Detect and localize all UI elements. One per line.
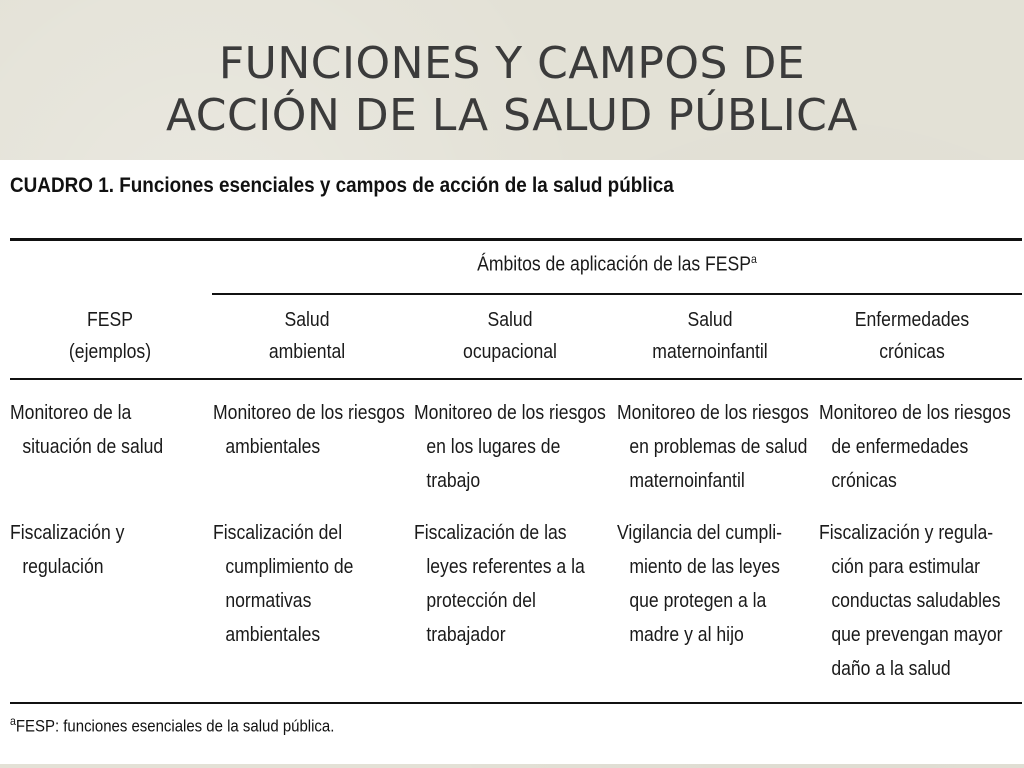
cell-line: normativas <box>225 590 312 612</box>
cell-line: Monitoreo de los riesgos <box>617 402 809 424</box>
table-cell-row1-col3 <box>414 396 606 498</box>
table-footnote <box>10 714 334 737</box>
column-header-line: maternoinfantil <box>652 341 768 363</box>
cell-line: Monitoreo de los riesgos <box>213 402 405 424</box>
cell-line: ción para estimular <box>831 556 981 578</box>
column-header-fesp <box>22 304 198 368</box>
cell-line: miento de las leyes <box>629 556 780 578</box>
column-header-salud-maternoinfantil <box>624 304 796 368</box>
column-header-line: Salud <box>284 309 330 331</box>
table-image <box>0 160 1024 764</box>
table-cell-row2-col2 <box>213 516 353 652</box>
cell-line: Fiscalización y regula- <box>819 522 994 544</box>
column-header-line: Enfermedades <box>854 309 970 331</box>
table-rule-head <box>10 378 1022 380</box>
table-cell-row2-col4 <box>617 516 782 652</box>
cell-line: maternoinfantil <box>629 470 745 492</box>
table-rule-bottom <box>10 702 1022 704</box>
cell-line: de enfermedades <box>831 436 969 458</box>
cell-line: Fiscalización de las <box>414 522 567 544</box>
cell-line: en los lugares de <box>426 436 561 458</box>
column-header-line: crónicas <box>879 341 945 363</box>
column-header-line: (ejemplos) <box>68 341 152 363</box>
span-header-text: Ámbitos de aplicación de las FESP <box>477 253 752 276</box>
cell-line: daño a la salud <box>831 658 951 680</box>
cell-line: que prevengan mayor <box>831 624 1003 646</box>
slide-title-line-1: FUNCIONES Y CAMPOS DE <box>218 38 806 89</box>
cell-line: conductas saludables <box>831 590 1001 612</box>
table-cell-row1-col5 <box>819 396 1011 498</box>
cell-line: Monitoreo de los riesgos <box>414 402 606 424</box>
column-header-line: FESP <box>87 309 133 331</box>
cell-line: Fiscalización del <box>213 522 343 544</box>
span-header-sup: a <box>751 252 757 266</box>
table-caption: CUADRO 1. Funciones esenciales y campos de acción de la salud pública <box>10 174 674 197</box>
footnote-sup: a <box>10 714 16 728</box>
column-header-line: ambiental <box>268 341 346 363</box>
cell-line: protección del <box>426 590 536 612</box>
column-header-enfermedades-cronicas <box>824 304 1000 368</box>
cell-line: Monitoreo de la <box>10 402 132 424</box>
table-rule-span <box>212 293 1022 295</box>
table-rule-top <box>10 238 1022 241</box>
cell-line: cumplimiento de <box>225 556 354 578</box>
table-cell-row2-col1 <box>10 516 124 584</box>
table-cell-row2-col5 <box>819 516 1003 686</box>
slide-title-line-2: ACCIÓN DE LA SALUD PÚBLICA <box>165 90 859 141</box>
table-cell-row2-col3 <box>414 516 585 652</box>
cell-line: madre y al hijo <box>629 624 744 646</box>
cell-line: Monitoreo de los riesgos <box>819 402 1011 424</box>
slide-title <box>0 38 1024 142</box>
column-header-line: Salud <box>487 309 533 331</box>
table-cell-row1-col2 <box>213 396 405 464</box>
cell-line: ambientales <box>225 436 321 458</box>
cell-line: ambientales <box>225 624 321 646</box>
cell-line: regulación <box>22 556 104 578</box>
span-header <box>261 252 974 277</box>
column-header-salud-ambiental <box>223 304 390 368</box>
cell-line: Vigilancia del cumpli- <box>617 522 782 544</box>
cell-line: situación de salud <box>22 436 164 458</box>
cell-line: crónicas <box>831 470 897 492</box>
cell-line: en problemas de salud <box>629 436 808 458</box>
cell-line: trabajo <box>426 470 481 492</box>
cell-line: que protegen a la <box>629 590 767 612</box>
column-header-line: ocupacional <box>463 341 557 363</box>
column-header-salud-ocupacional <box>424 304 596 368</box>
column-header-line: Salud <box>687 309 733 331</box>
cell-line: trabajador <box>426 624 506 646</box>
table-cell-row1-col4 <box>617 396 809 498</box>
cell-line: leyes referentes a la <box>426 556 585 578</box>
table-cell-row1-col1 <box>10 396 163 464</box>
footnote-text: FESP: funciones esenciales de la salud pública. <box>15 716 335 736</box>
cell-line: Fiscalización y <box>10 522 125 544</box>
